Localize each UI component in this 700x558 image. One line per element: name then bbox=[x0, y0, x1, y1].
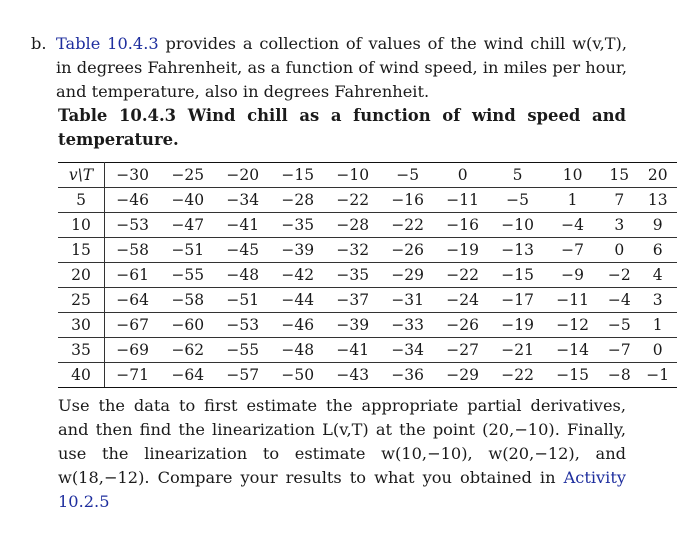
part-b-paragraph bbox=[31, 32, 627, 104]
temp-header-cell: −20 bbox=[215, 163, 270, 188]
wind-chill-cell: −17 bbox=[490, 288, 545, 313]
temp-header-cell: −10 bbox=[325, 163, 380, 188]
wind-chill-cell: −43 bbox=[325, 363, 380, 388]
wind-chill-cell: 13 bbox=[638, 188, 677, 213]
temp-header-cell: −5 bbox=[380, 163, 435, 188]
wind-chill-cell: −5 bbox=[600, 313, 638, 338]
wind-chill-cell: −29 bbox=[435, 363, 490, 388]
wind-chill-cell: −44 bbox=[270, 288, 325, 313]
wind-chill-cell: −35 bbox=[270, 213, 325, 238]
wind-chill-cell: −48 bbox=[215, 263, 270, 288]
wind-chill-cell: −24 bbox=[435, 288, 490, 313]
wind-chill-cell: −51 bbox=[160, 238, 215, 263]
wind-speed-cell: 30 bbox=[58, 313, 105, 338]
wind-chill-cell: −67 bbox=[105, 313, 161, 338]
wind-chill-cell: −32 bbox=[325, 238, 380, 263]
wind-chill-cell: −29 bbox=[380, 263, 435, 288]
wind-chill-cell: −53 bbox=[215, 313, 270, 338]
wind-speed-cell: 20 bbox=[58, 263, 105, 288]
temp-header-cell: 0 bbox=[435, 163, 490, 188]
temp-header-cell: 15 bbox=[600, 163, 638, 188]
table-row bbox=[58, 238, 677, 263]
wind-chill-cell: −1 bbox=[638, 363, 677, 388]
temp-header-cell: −30 bbox=[105, 163, 161, 188]
wind-speed-cell: 15 bbox=[58, 238, 105, 263]
wind-chill-cell: −53 bbox=[105, 213, 161, 238]
wind-chill-cell: 7 bbox=[600, 188, 638, 213]
wind-chill-cell: −64 bbox=[160, 363, 215, 388]
corner-cell: v\T bbox=[58, 163, 105, 188]
wind-chill-cell: −51 bbox=[215, 288, 270, 313]
temp-header-cell: −25 bbox=[160, 163, 215, 188]
wind-chill-cell: −46 bbox=[105, 188, 161, 213]
wind-chill-cell: −9 bbox=[545, 263, 600, 288]
wind-chill-cell: −34 bbox=[380, 338, 435, 363]
wind-chill-cell: 6 bbox=[638, 238, 677, 263]
wind-chill-cell: −14 bbox=[545, 338, 600, 363]
wind-chill-cell: −64 bbox=[105, 288, 161, 313]
temp-header-cell: 5 bbox=[490, 163, 545, 188]
wind-chill-cell: 1 bbox=[545, 188, 600, 213]
wind-chill-cell: 3 bbox=[638, 288, 677, 313]
wind-chill-cell: 4 bbox=[638, 263, 677, 288]
wind-chill-cell: −39 bbox=[270, 238, 325, 263]
wind-chill-cell: −22 bbox=[325, 188, 380, 213]
wind-chill-cell: −62 bbox=[160, 338, 215, 363]
wind-chill-cell: 0 bbox=[638, 338, 677, 363]
wind-chill-table bbox=[58, 162, 677, 388]
wind-speed-cell: 10 bbox=[58, 213, 105, 238]
part-label: b. bbox=[31, 34, 47, 53]
wind-chill-cell: −26 bbox=[435, 313, 490, 338]
wind-chill-cell: −4 bbox=[545, 213, 600, 238]
wind-chill-cell: −26 bbox=[380, 238, 435, 263]
part-b-text: provides a collection of values of the wind chill w(v,T), in degrees Fahrenheit, as a function of wind speed, in miles per hour, and temperature, also in degrees Fahrenheit. bbox=[56, 34, 627, 101]
wind-speed-cell: 35 bbox=[58, 338, 105, 363]
wind-chill-cell: −11 bbox=[545, 288, 600, 313]
table-caption: Table 10.4.3 Wind chill as a function of wind speed and temperature. bbox=[58, 106, 626, 149]
wind-chill-cell: −5 bbox=[490, 188, 545, 213]
wind-chill-cell: −31 bbox=[380, 288, 435, 313]
wind-chill-cell: −16 bbox=[380, 188, 435, 213]
temp-header-cell: 20 bbox=[638, 163, 677, 188]
table-row bbox=[58, 363, 677, 388]
wind-chill-cell: −33 bbox=[380, 313, 435, 338]
wind-chill-cell: −50 bbox=[270, 363, 325, 388]
wind-chill-cell: −55 bbox=[160, 263, 215, 288]
wind-chill-cell: −19 bbox=[435, 238, 490, 263]
wind-chill-cell: −4 bbox=[600, 288, 638, 313]
wind-chill-cell: −34 bbox=[215, 188, 270, 213]
part-b-body bbox=[56, 32, 627, 104]
wind-chill-cell: −27 bbox=[435, 338, 490, 363]
wind-chill-cell: −37 bbox=[325, 288, 380, 313]
wind-chill-cell: −7 bbox=[545, 238, 600, 263]
wind-chill-cell: −35 bbox=[325, 263, 380, 288]
wind-chill-cell: −39 bbox=[325, 313, 380, 338]
table-body bbox=[58, 188, 677, 388]
wind-chill-cell: −16 bbox=[435, 213, 490, 238]
wind-chill-cell: −40 bbox=[160, 188, 215, 213]
wind-chill-cell: −47 bbox=[160, 213, 215, 238]
wind-chill-cell: −36 bbox=[380, 363, 435, 388]
wind-chill-cell: −41 bbox=[215, 213, 270, 238]
table-row bbox=[58, 288, 677, 313]
table-header-row bbox=[58, 163, 677, 188]
wind-chill-cell: −21 bbox=[490, 338, 545, 363]
wind-chill-cell: −11 bbox=[435, 188, 490, 213]
wind-chill-cell: −22 bbox=[490, 363, 545, 388]
wind-chill-cell: −2 bbox=[600, 263, 638, 288]
wind-chill-cell: −8 bbox=[600, 363, 638, 388]
table-row bbox=[58, 313, 677, 338]
wind-chill-cell: −41 bbox=[325, 338, 380, 363]
table-row bbox=[58, 188, 677, 213]
table-row bbox=[58, 338, 677, 363]
wind-chill-cell: −58 bbox=[105, 238, 161, 263]
wind-chill-cell: −60 bbox=[160, 313, 215, 338]
wind-chill-cell: −69 bbox=[105, 338, 161, 363]
wind-chill-cell: −42 bbox=[270, 263, 325, 288]
wind-chill-cell: −48 bbox=[270, 338, 325, 363]
wind-chill-cell: 0 bbox=[600, 238, 638, 263]
wind-chill-cell: 1 bbox=[638, 313, 677, 338]
wind-chill-cell: −12 bbox=[545, 313, 600, 338]
wind-chill-cell: −28 bbox=[270, 188, 325, 213]
wind-chill-cell: −57 bbox=[215, 363, 270, 388]
wind-chill-cell: −61 bbox=[105, 263, 161, 288]
wind-chill-cell: −55 bbox=[215, 338, 270, 363]
wind-speed-cell: 25 bbox=[58, 288, 105, 313]
wind-chill-cell: −15 bbox=[545, 363, 600, 388]
wind-speed-cell: 5 bbox=[58, 188, 105, 213]
temp-header-cell: −15 bbox=[270, 163, 325, 188]
wind-chill-cell: −46 bbox=[270, 313, 325, 338]
wind-chill-cell: −15 bbox=[490, 263, 545, 288]
wind-chill-cell: 3 bbox=[600, 213, 638, 238]
wind-chill-cell: −19 bbox=[490, 313, 545, 338]
wind-chill-cell: −22 bbox=[380, 213, 435, 238]
wind-chill-cell: 9 bbox=[638, 213, 677, 238]
wind-chill-cell: −71 bbox=[105, 363, 161, 388]
wind-chill-cell: −10 bbox=[490, 213, 545, 238]
table-row bbox=[58, 213, 677, 238]
table-reference-link[interactable]: Table 10.4.3 bbox=[56, 34, 159, 53]
wind-chill-cell: −22 bbox=[435, 263, 490, 288]
wind-chill-cell: −7 bbox=[600, 338, 638, 363]
wind-speed-cell: 40 bbox=[58, 363, 105, 388]
instructions-paragraph bbox=[58, 394, 626, 514]
wind-chill-cell: −28 bbox=[325, 213, 380, 238]
table-row bbox=[58, 263, 677, 288]
activity-reference-link[interactable]: Activity 10.2.5 bbox=[58, 468, 626, 511]
temp-header-cell: 10 bbox=[545, 163, 600, 188]
instructions-text: Use the data to first estimate the appropriate partial derivatives, and then find the linearization L(v,T) at the point (20,−10). Finally, use the linearization to estimate w(10,−10), w(20,−12), and w(18,−12). Compare your results to what you obtained in bbox=[58, 396, 626, 487]
wind-chill-cell: −45 bbox=[215, 238, 270, 263]
wind-chill-cell: −58 bbox=[160, 288, 215, 313]
wind-chill-cell: −13 bbox=[490, 238, 545, 263]
